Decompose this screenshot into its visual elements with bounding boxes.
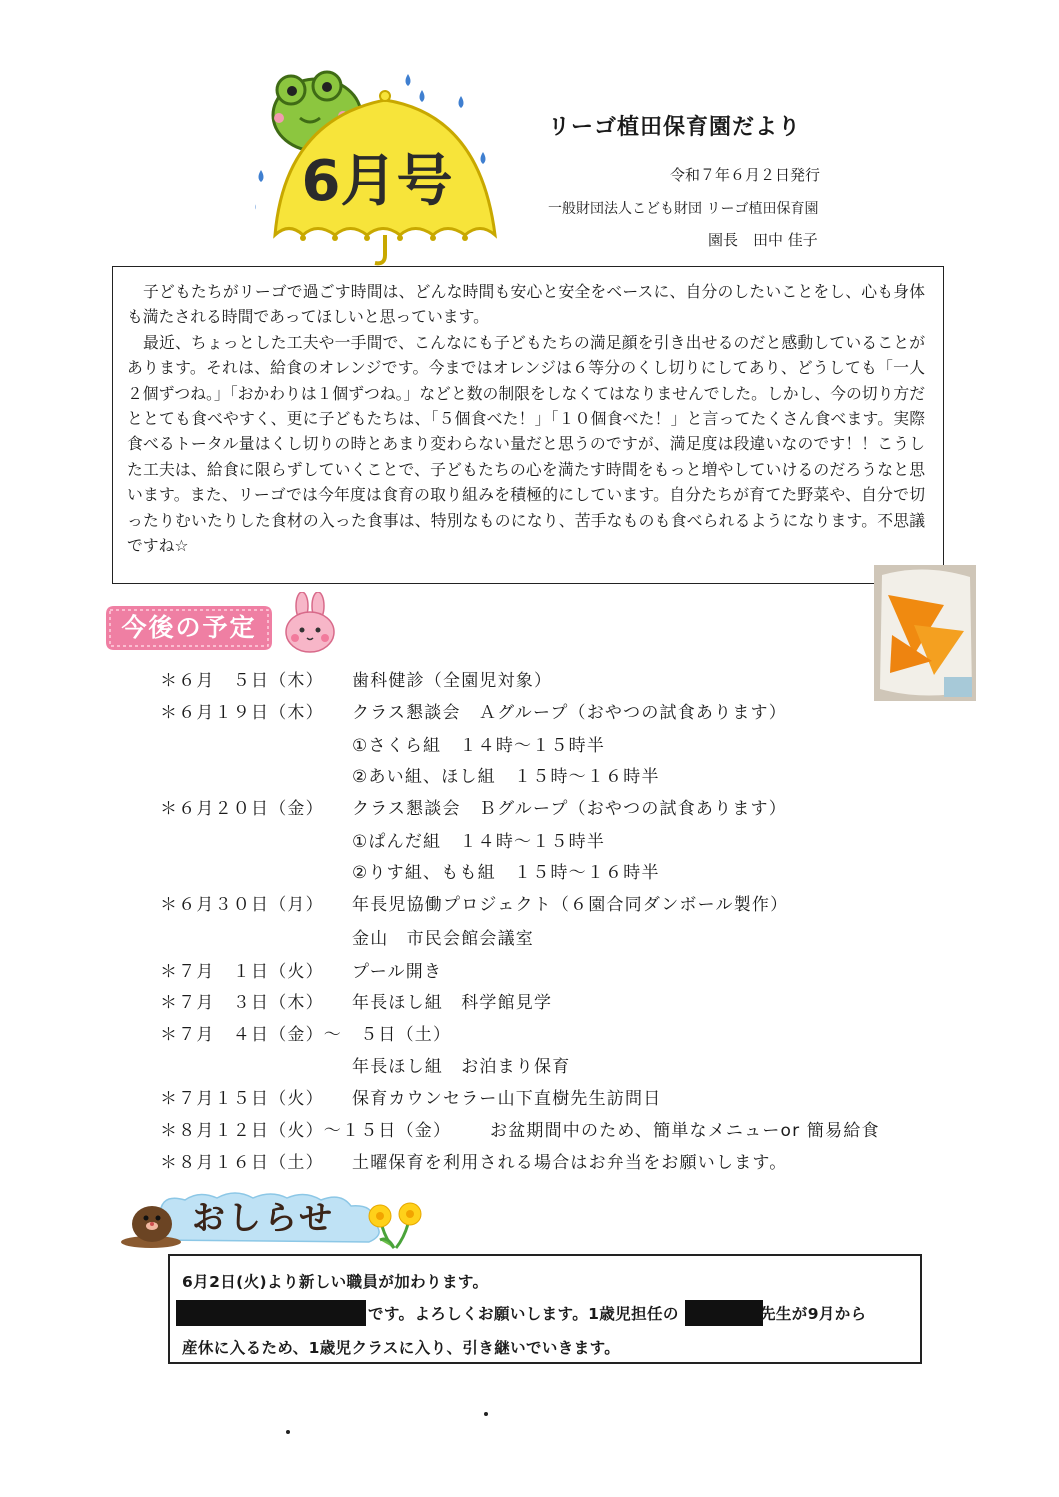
organization-name: 一般財団法人こども財団 リーゴ植田保育園	[548, 201, 819, 217]
notice-line: 産休に入るため、1歳児クラスに入り、引き継いでいきます。	[182, 1339, 621, 1357]
schedule-text: クラス懇談会 Ａグループ（おやつの試食あります）	[352, 703, 787, 723]
schedule-date: ＊６月１９日（木）	[160, 703, 324, 723]
schedule-date: ＊６月２０日（金）	[160, 799, 324, 819]
schedule-text: プール開き	[352, 962, 443, 982]
schedule-text: 土曜保育を利用される場合はお弁当をお願いします。	[352, 1153, 788, 1173]
schedule-date: ＊７月 １日（火）	[160, 962, 324, 982]
redacted-name	[685, 1300, 763, 1326]
schedule-text: 保育カウンセラー山下直樹先生訪問日	[352, 1089, 662, 1109]
schedule-date: ＊６月 ５日（木）	[160, 671, 324, 691]
notice-line: 先生が9月から	[760, 1305, 867, 1323]
orange-slices-photo	[874, 565, 976, 701]
schedule-date: ＊７月 ４日（金）～ ５日（土）	[160, 1025, 452, 1045]
schedule-date: ＊７月１５日（火）	[160, 1089, 324, 1109]
notice-line: 6月2日(火)より新しい職員が加わります。	[182, 1273, 489, 1291]
intro-paragraph: 子どもたちがリーゴで過ごす時間は、どんな時間も安心と安全をベースに、自分のしたいことをし、心も身体も満たされる時間であってほしいと思っています。	[127, 282, 925, 327]
intro-paragraph: 最近、ちょっとした工夫や一手間で、こんなにも子どもたちの満足顔を引き出せるのだと感動していることがあります。それは、給食のオレンジです。今まではオレンジは６等分のくし切りにしてあり、どうしても「一人２個ずつね。」「おかわりは１個ずつね。」などと数の制限をしなくてはなりませんでした。しかし、今の切り方だととても食べやすく、更に子どもたちは、「５個食べた！」「１０個食べた！」と言ってたくさん食べます。実際食べるトータル量はくし切りの時とあまり変わらない量だと思うのですが、満足度は段違いなのです！！こうした工夫は、給食に限らずしていくことで、子どもたちの心を満たす時間をもっと増やしていけるのだろうなと思います。また、リーゴでは今年度は食育の取り組みを積極的にしています。自分たちが育てた野菜や、自分で切ったりむいたりした食材の入った食事は、特別なものになり、苦手なものも食べられるようになります。不思議ですね☆	[127, 332, 925, 556]
schedule-date: ＊６月３０日（月）	[160, 895, 324, 915]
notice-box	[168, 1254, 922, 1364]
schedule-heading: 今後の予定	[121, 613, 257, 642]
schedule-detail: 金山 市民会館会議室	[352, 929, 534, 949]
schedule-detail: 年長ほし組 お泊まり保育	[352, 1057, 571, 1077]
schedule-date: ＊８月１２日（火）～１５日（金）	[160, 1121, 452, 1141]
schedule-detail: ①ぱんだ組 １４時～１５時半	[352, 832, 606, 852]
schedule-date: ＊７月 ３日（木）	[160, 993, 324, 1013]
scan-speck	[286, 1430, 290, 1434]
notice-heading: おしらせ	[192, 1198, 336, 1237]
schedule-detail: ①さくら組 １４時～１５時半	[352, 736, 606, 756]
schedule-detail: ②あい組、ほし組 １５時～１６時半	[352, 767, 660, 787]
schedule-text: 年長ほし組 科学館見学	[352, 993, 553, 1013]
newsletter-title: リーゴ植田保育園だより	[548, 115, 802, 140]
schedule-text: お盆期間中のため、簡単なメニューor 簡易給食	[490, 1121, 880, 1141]
mole-icon	[120, 1198, 182, 1248]
issue-badge: 6月号	[301, 149, 453, 214]
notice-line: です。よろしくお願いします。1歳児担任の	[368, 1305, 679, 1323]
scan-speck	[484, 1412, 488, 1416]
schedule-text: クラス懇談会 Ｂグループ（おやつの試食あります）	[352, 799, 787, 819]
umbrella-frog-illustration	[255, 60, 505, 270]
dandelion-icon	[360, 1196, 430, 1250]
schedule-text: 年長児協働プロジェクト（６園合同ダンボール製作）	[352, 895, 789, 915]
intro-message-box	[112, 266, 944, 584]
principal-name: 園長 田中 佳子	[708, 231, 818, 249]
bunny-icon	[282, 592, 338, 654]
schedule-date: ＊８月１６日（土）	[160, 1153, 324, 1173]
redacted-name	[176, 1300, 366, 1326]
schedule-detail: ②りす組、もも組 １５時～１６時半	[352, 863, 660, 883]
issue-date: 令和７年６月２日発行	[670, 166, 821, 184]
schedule-text: 歯科健診（全園児対象）	[352, 671, 553, 691]
